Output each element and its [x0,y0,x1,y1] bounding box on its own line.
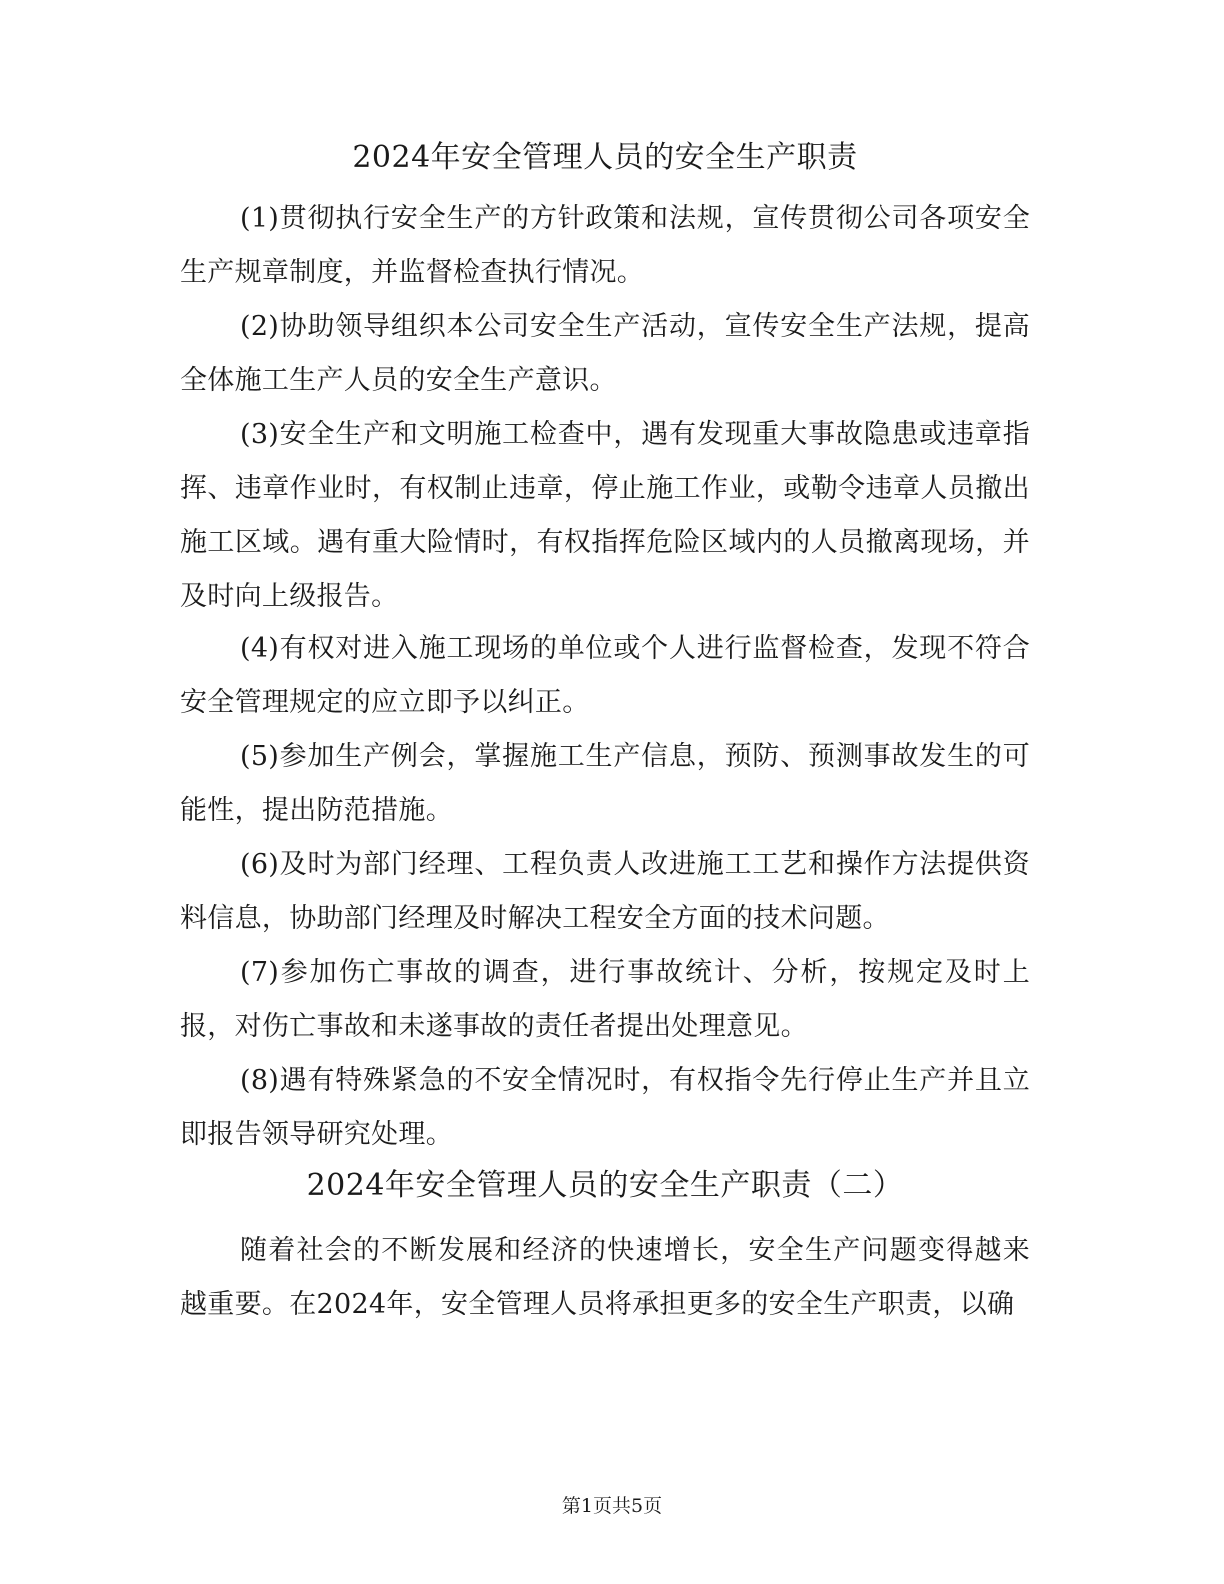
paragraph-1: (1)贯彻执行安全生产的方针政策和法规，宣传贯彻公司各项安全生产规章制度，并监督检查执行情况。 [180,203,1030,288]
paragraph-8: (8)遇有特殊紧急的不安全情况时，有权指令先行停止生产并且立即报告领导研究处理。 [180,1065,1030,1150]
paragraph-2: (2)协助领导组织本公司安全生产活动，宣传安全生产法规，提高全体施工生产人员的安全生产意识。 [180,311,1030,396]
paragraph-5: (5)参加生产例会，掌握施工生产信息，预防、预测事故发生的可能性，提出防范措施。 [180,741,1030,826]
paragraph-7: (7)参加伤亡事故的调查，进行事故统计、分析，按规定及时上报，对伤亡事故和未遂事故的责任者提出处理意见。 [180,957,1030,1042]
document-title: 2024年安全管理人员的安全生产职责 [352,140,858,175]
paragraph-section-2: 随着社会的不断发展和经济的快速增长，安全生产问题变得越来越重要。在2024年，安全管理人员将承担更多的安全生产职责，以确 [180,1235,1030,1320]
paragraph-6: (6)及时为部门经理、工程负责人改进施工工艺和操作方法提供资料信息，协助部门经理及时解决工程安全方面的技术问题。 [180,849,1030,934]
page-number-footer: 第1页共5页 [561,1495,663,1517]
paragraph-4: (4)有权对进入施工现场的单位或个人进行监督检查，发现不符合安全管理规定的应立即予以纠正。 [180,633,1030,718]
section-title-2: 2024年安全管理人员的安全生产职责（二） [306,1168,904,1203]
paragraph-3: (3)安全生产和文明施工检查中，遇有发现重大事故隐患或违章指挥、违章作业时，有权制止违章，停止施工作业，或勒令违章人员撤出施工区域。遇有重大险情时，有权指挥危险区域内的人员撤离现场，并及时向上级报告。 [180,419,1030,612]
